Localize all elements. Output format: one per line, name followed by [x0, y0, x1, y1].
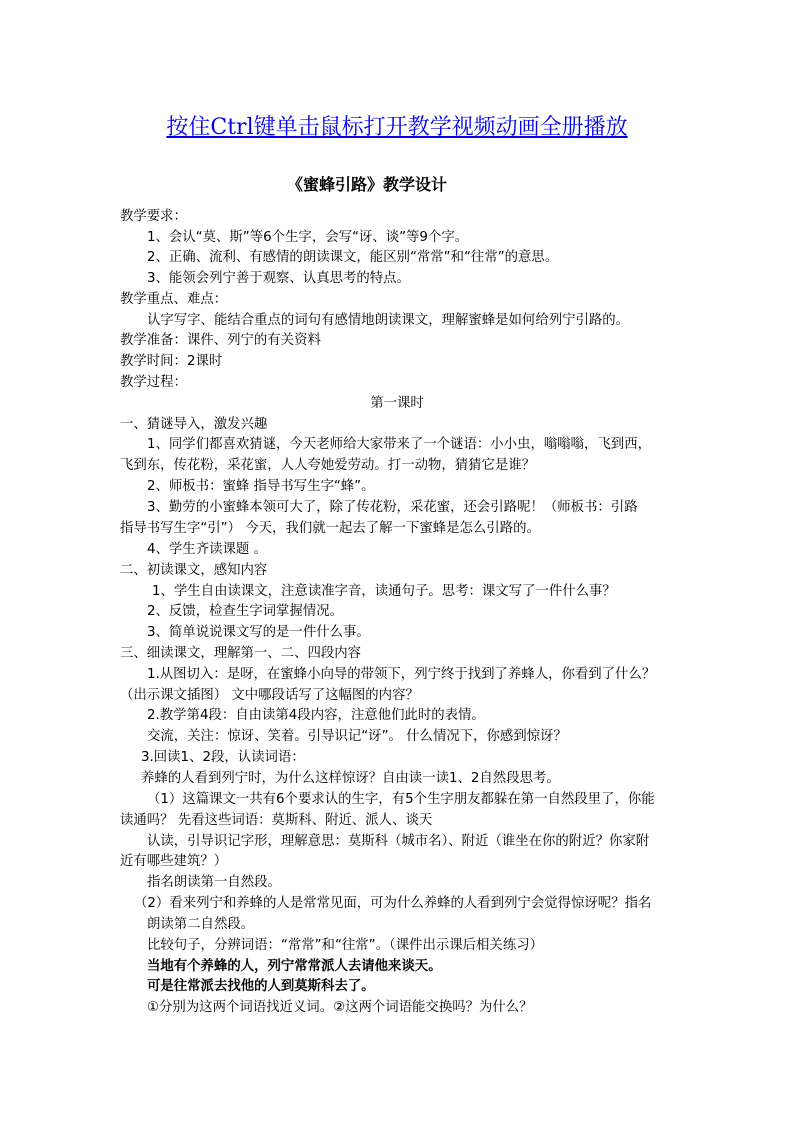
- text-line: 1、同学们都喜欢猜谜，今天老师给大家带来了一个谜语：小小虫，嗡嗡嗡，飞到西，: [147, 437, 651, 452]
- text-line: （1）这篇课文一共有6个要求认的生字，有5个生字朋友都躲在第一自然段里了，你能: [147, 792, 655, 807]
- text-line: 读通吗？ 先看这些词语：莫斯科、附近、派人、谈天: [120, 813, 433, 828]
- text-line: 1、学生自由读课文，注意读准字音，读通句子。思考：课文写了一件什么事？: [152, 584, 616, 599]
- text-line: 3、能领会列宁善于观察、认真思考的特点。: [147, 271, 410, 286]
- text-line: 2、正确、流利、有感情的朗读课文，能区别“常常”和“往常”的意思。: [147, 250, 559, 265]
- text-line: 4、学生齐读课题 。: [147, 542, 267, 557]
- example-sentence: 可是往常派去找他的人到莫斯科去了。: [147, 979, 375, 994]
- text-line: 1、会认“莫、斯”等6个生字，会写“讶、谈”等9个字。: [147, 230, 469, 245]
- text-line: 养蜂的人看到列宁时，为什么这样惊讶？自由读一读1、2自然段思考。: [141, 771, 560, 786]
- text-line: （2）看来列宁和养蜂的人是常常见面，可为什么养蜂的人看到列宁会觉得惊讶呢？指名: [134, 896, 652, 911]
- text-line: 近有哪些建筑？）: [120, 854, 228, 869]
- section-heading: 教学重点、难点：: [120, 292, 228, 307]
- text-line: 飞到东，传花粉，采花蜜，人人夸她爱劳动。打一动物，猜猜它是谁？: [120, 458, 536, 473]
- section-heading: 三、细读课文，理解第一、二、四段内容: [120, 646, 362, 661]
- text-line: 3.回读1、2段，认读词语：: [141, 750, 305, 765]
- text-line: 3、勤劳的小蜜蜂本领可大了，除了传花粉，采花蜜，还会引路呢！（师板书：引路: [147, 500, 638, 515]
- text-line: 比较句子，分辨词语：“常常”和“往常”。（课件出示课后相关练习）: [147, 938, 543, 953]
- example-sentence: 当地有个养蜂的人，列宁常常派人去请他来谈天。: [147, 959, 442, 974]
- text-line: 2.教学第4段：自由读第4段内容，注意他们此时的表情。: [147, 708, 485, 723]
- text-line: 教学准备：课件、列宁的有关资料: [120, 333, 321, 348]
- text-line: ①分别为这两个词语找近义词。②这两个词语能交换吗？为什么？: [147, 1000, 533, 1015]
- text-line: 2、师板书：蜜蜂 指导书写生字“蜂”。: [147, 479, 375, 494]
- text-line: 3、简单说说课文写的是一件什么事。: [147, 625, 370, 640]
- text-line: 指名朗读第一自然段。: [147, 875, 281, 890]
- page-title: 《蜜蜂引路》教学设计: [286, 175, 447, 194]
- text-line: 认读，引导识记字形，理解意思：莫斯科（城市名）、附近（谁坐在你的附近？你家附: [147, 834, 650, 849]
- section-heading: 二、初读课文，感知内容: [120, 563, 268, 578]
- video-link[interactable]: 按住Ctrl键单击鼠标打开教学视频动画全册播放: [166, 115, 628, 140]
- text-line: （出示课文插图） 文中哪段话写了这幅图的内容？: [120, 688, 419, 703]
- section-heading: 教学要求：: [120, 209, 187, 224]
- text-line: 朗读第二自然段。: [147, 917, 255, 932]
- text-line: 认字写字、能结合重点的词句有感情地朗读课文，理解蜜蜂是如何给列宁引路的。: [147, 313, 630, 328]
- text-line: 1.从图切入：是呀，在蜜蜂小向导的带领下，列宁终于找到了养蜂人，你看到了什么？: [147, 667, 656, 682]
- lesson-heading: 第一课时: [370, 396, 424, 411]
- section-heading: 一、猜谜导入，激发兴趣: [120, 417, 268, 432]
- section-heading: 教学过程：: [120, 375, 187, 390]
- text-line: 指导书写生字“引”） 今天，我们就一起去了解一下蜜蜂是怎么引路的。: [120, 521, 540, 536]
- text-line: 2、反馈，检查生字词掌握情况。: [147, 604, 343, 619]
- text-line: 交流，关注：惊讶、笑着。引导识记“讶”。 什么情况下，你感到惊讶？: [147, 729, 567, 744]
- text-line: 教学时间：2课时: [120, 354, 223, 369]
